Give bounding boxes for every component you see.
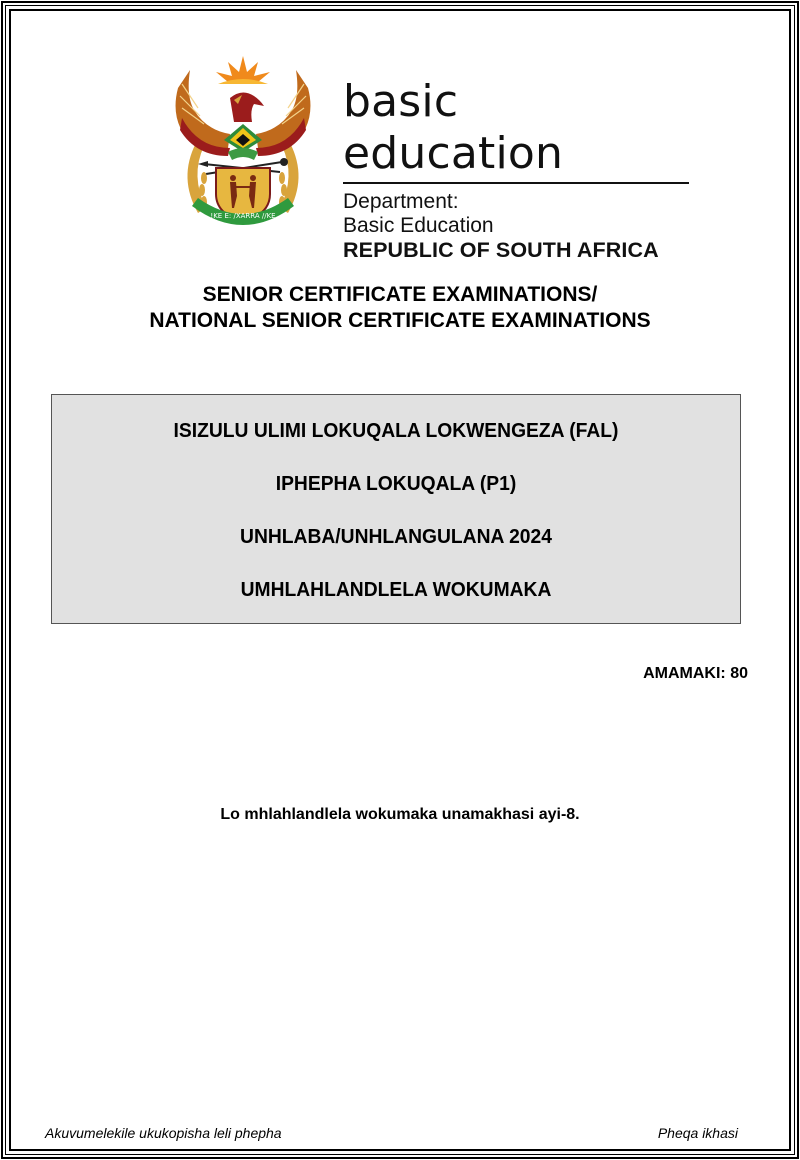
exam-heading-line-2: NATIONAL SENIOR CERTIFICATE EXAMINATIONS	[149, 309, 651, 332]
department-label: Department:	[343, 190, 459, 213]
country-name: REPUBLIC OF SOUTH AFRICA	[343, 238, 659, 262]
crest-motto: !KE E: /XARRA //KE	[210, 212, 276, 220]
document-type: UMHLAHLANDLELA WOKUMAKA	[240, 578, 552, 601]
total-marks: AMAMAKI: 80	[643, 665, 748, 682]
exam-session: UNHLABA/UNHLANGULANA 2024	[240, 525, 552, 548]
department-brand	[343, 76, 691, 262]
paper-title-box	[51, 394, 741, 624]
page-count-note: Lo mhlahlandlela wokumaka unamakhasi ayi-8.	[220, 806, 580, 823]
paper-number: IPHEPHA LOKUQALA (P1)	[275, 472, 517, 495]
exam-heading-line-1: SENIOR CERTIFICATE EXAMINATIONS/	[202, 283, 598, 306]
coat-of-arms-icon	[168, 48, 318, 230]
subject-title: ISIZULU ULIMI LOKUQALA LOKWENGEZA (FAL)	[173, 419, 619, 442]
copyright-notice: Akuvumelekile ukukopisha leli phepha	[45, 1125, 282, 1141]
brand-divider	[343, 182, 689, 184]
brand-title: basic education	[343, 76, 564, 179]
exam-heading	[0, 282, 800, 334]
department-name: Basic Education	[343, 214, 494, 237]
turn-page-note: Pheqa ikhasi	[657, 1125, 738, 1141]
